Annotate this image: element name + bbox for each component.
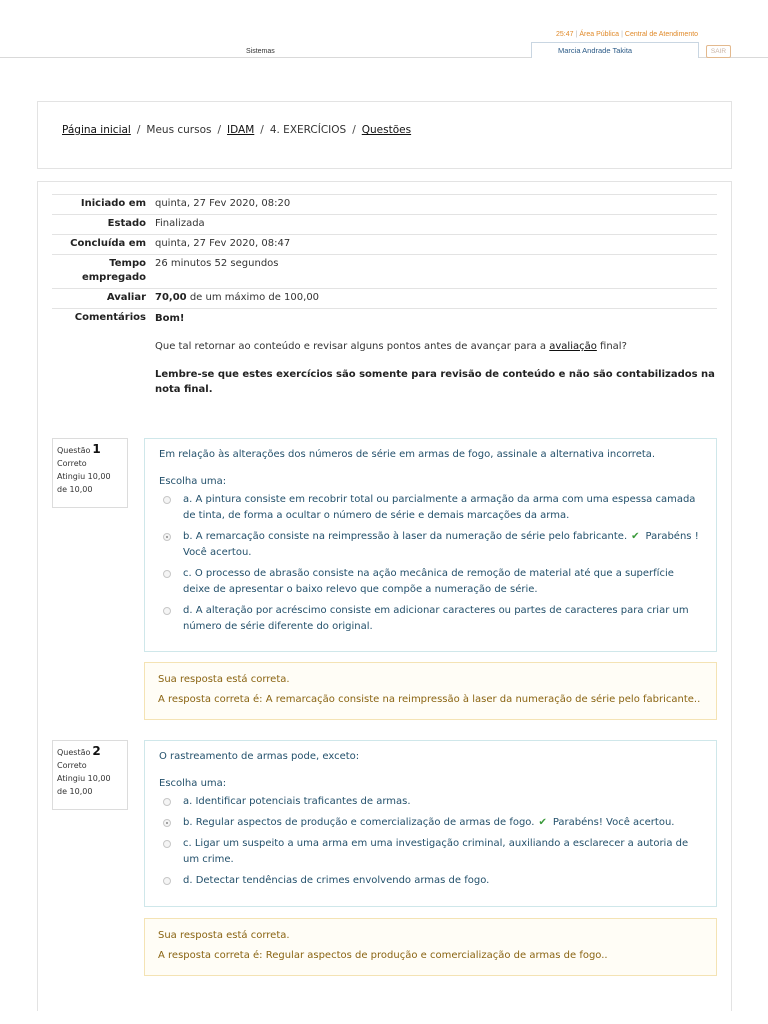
radio-button[interactable] [163,496,171,504]
grade-score: 70,00 [155,292,187,303]
option-text: a. A pintura consiste em recobrir total ou parcialmente a armação da arma com uma espessa camada de tinta, de forma a ocultar o número de série e demais marcações da arma. [183,494,696,521]
feedback-status: Sua resposta está correta. [158,930,290,941]
logout-button[interactable]: SAIR [706,45,731,58]
radio-button[interactable] [163,798,171,806]
summary-row-time [52,254,717,288]
summary-row-started [52,194,717,214]
option-text: b. A remarcação consiste na reimpressão à laser da numeração de série pelo fabricante. ✔ Parabéns ! Você acertou. [183,531,699,558]
question-info [52,438,128,508]
public-area-link[interactable]: Área Pública [579,31,620,38]
radio-button[interactable] [163,607,171,615]
answer-option[interactable] [159,603,702,635]
systems-menu[interactable]: Sistemas [246,48,275,55]
grade-label: Avaliar [106,292,146,303]
question-text: Em relação às alterações dos números de série em armas de fogo, assinale a alternativa incorreta. [159,449,656,460]
comment-review: Que tal retornar ao conteúdo e revisar alguns pontos antes de avançar para a avaliação final? [155,341,627,352]
breadcrumb: Página inicial / Meus cursos / IDAM / 4. EXERCÍCIOS / Questões [62,124,412,136]
breadcrumb-my-courses: Meus cursos [146,124,212,136]
answer-option[interactable] [159,566,702,598]
option-text: d. Detectar tendências de crimes envolvendo armas de fogo. [183,875,490,886]
answer-option[interactable] [159,836,702,868]
choose-label: Escolha uma: [159,476,227,487]
option-text: d. A alteração por acréscimo consiste em adicionar caracteres ou partes de caracteres para criar um número de série diferente do original. [183,605,689,632]
selected-feedback: Parabéns! Você acertou. [552,817,675,828]
service-center-link[interactable]: Central de Atendimento [624,31,699,38]
answer-option[interactable] [159,873,702,889]
answer-option-selected[interactable] [159,529,702,561]
question-number: 2 [92,744,101,758]
top-bar [0,0,768,58]
check-icon: ✔ [538,817,547,828]
time-value: 26 minutos 52 segundos [155,258,279,269]
state-value: Finalizada [155,218,205,229]
grade-value [155,291,717,305]
summary-row-completed [52,234,717,254]
selected-feedback: Parabéns ! Você acertou. [183,531,699,558]
check-icon: ✔ [631,531,640,542]
user-name: Marcia Andrade Takita [531,42,699,58]
feedback-correct-answer: A resposta correta é: Regular aspectos de produção e comercialização de armas de fogo.. [158,950,608,961]
question-number: 1 [92,442,101,456]
summary-row-state [52,214,717,234]
question-text: O rastreamento de armas pode, exceto: [159,751,360,762]
choose-label: Escolha uma: [159,778,227,789]
started-label: Iniciado em [80,198,146,209]
breadcrumb-current-link[interactable]: Questões [361,124,412,136]
breadcrumb-card [37,101,732,169]
radio-button[interactable] [163,877,171,885]
option-text: c. O processo de abrasão consiste na ação mecânica de remoção de material até que a superfície deixe de apresentar o baixo relevo que compõe a numeração de série. [183,568,674,595]
summary-row-comments [52,308,717,413]
answer-option[interactable] [159,794,702,810]
comment-greeting: Bom! [155,313,185,324]
started-value: quinta, 27 Fev 2020, 08:20 [155,198,291,209]
answer-option[interactable] [159,492,702,524]
summary-row-grade [52,288,717,308]
breadcrumb-section: 4. EXERCÍCIOS [269,124,347,136]
radio-button-selected[interactable] [163,819,171,827]
feedback-box [144,662,717,720]
question-label: Questão [57,748,91,757]
feedback-status: Sua resposta está correta. [158,674,290,685]
radio-button[interactable] [163,840,171,848]
comments-label: Comentários [74,312,146,323]
question-status: Correto [57,459,87,468]
breadcrumb-home-link[interactable]: Página inicial [62,124,131,136]
comment-note: Lembre-se que estes exercícios são somente para revisão de conteúdo e não são contabilizados na nota final. [155,369,715,395]
answer-option-selected[interactable] [159,815,702,831]
option-text: a. Identificar potenciais traficantes de armas. [183,796,411,807]
question-info [52,740,128,810]
state-label: Estado [107,218,146,229]
grade-max: de um máximo de 100,00 [189,292,320,303]
radio-button[interactable] [163,570,171,578]
question-status: Correto [57,761,87,770]
breadcrumb-course-link[interactable]: IDAM [227,124,255,136]
session-timer: 25:47 [556,31,574,38]
time-label: Tempo empregado [81,258,146,283]
radio-button-selected[interactable] [163,533,171,541]
question-content [144,438,717,652]
feedback-box [144,918,717,976]
feedback-correct-answer: A resposta correta é: A remarcação consiste na reimpressão à laser da numeração de série pelo fabricante.. [158,694,701,705]
attempt-summary [52,194,717,413]
completed-label: Concluída em [70,238,146,249]
comments-value [155,311,717,410]
question-score: Atingiu 10,00 de 10,00 [57,774,111,796]
option-text: b. Regular aspectos de produção e comercialização de armas de fogo. ✔ Parabéns! Você acertou. [183,817,675,828]
option-text: c. Ligar um suspeito a uma arma em uma investigação criminal, auxiliando a esclarecer a autoria de um crime. [183,838,689,865]
question-content [144,740,717,907]
top-links: 25:47 | Área Pública | Central de Atendimento [556,31,699,38]
question-label: Questão [57,446,91,455]
evaluation-link[interactable]: avaliação [549,341,597,352]
completed-value: quinta, 27 Fev 2020, 08:47 [155,238,291,249]
question-score: Atingiu 10,00 de 10,00 [57,472,111,494]
